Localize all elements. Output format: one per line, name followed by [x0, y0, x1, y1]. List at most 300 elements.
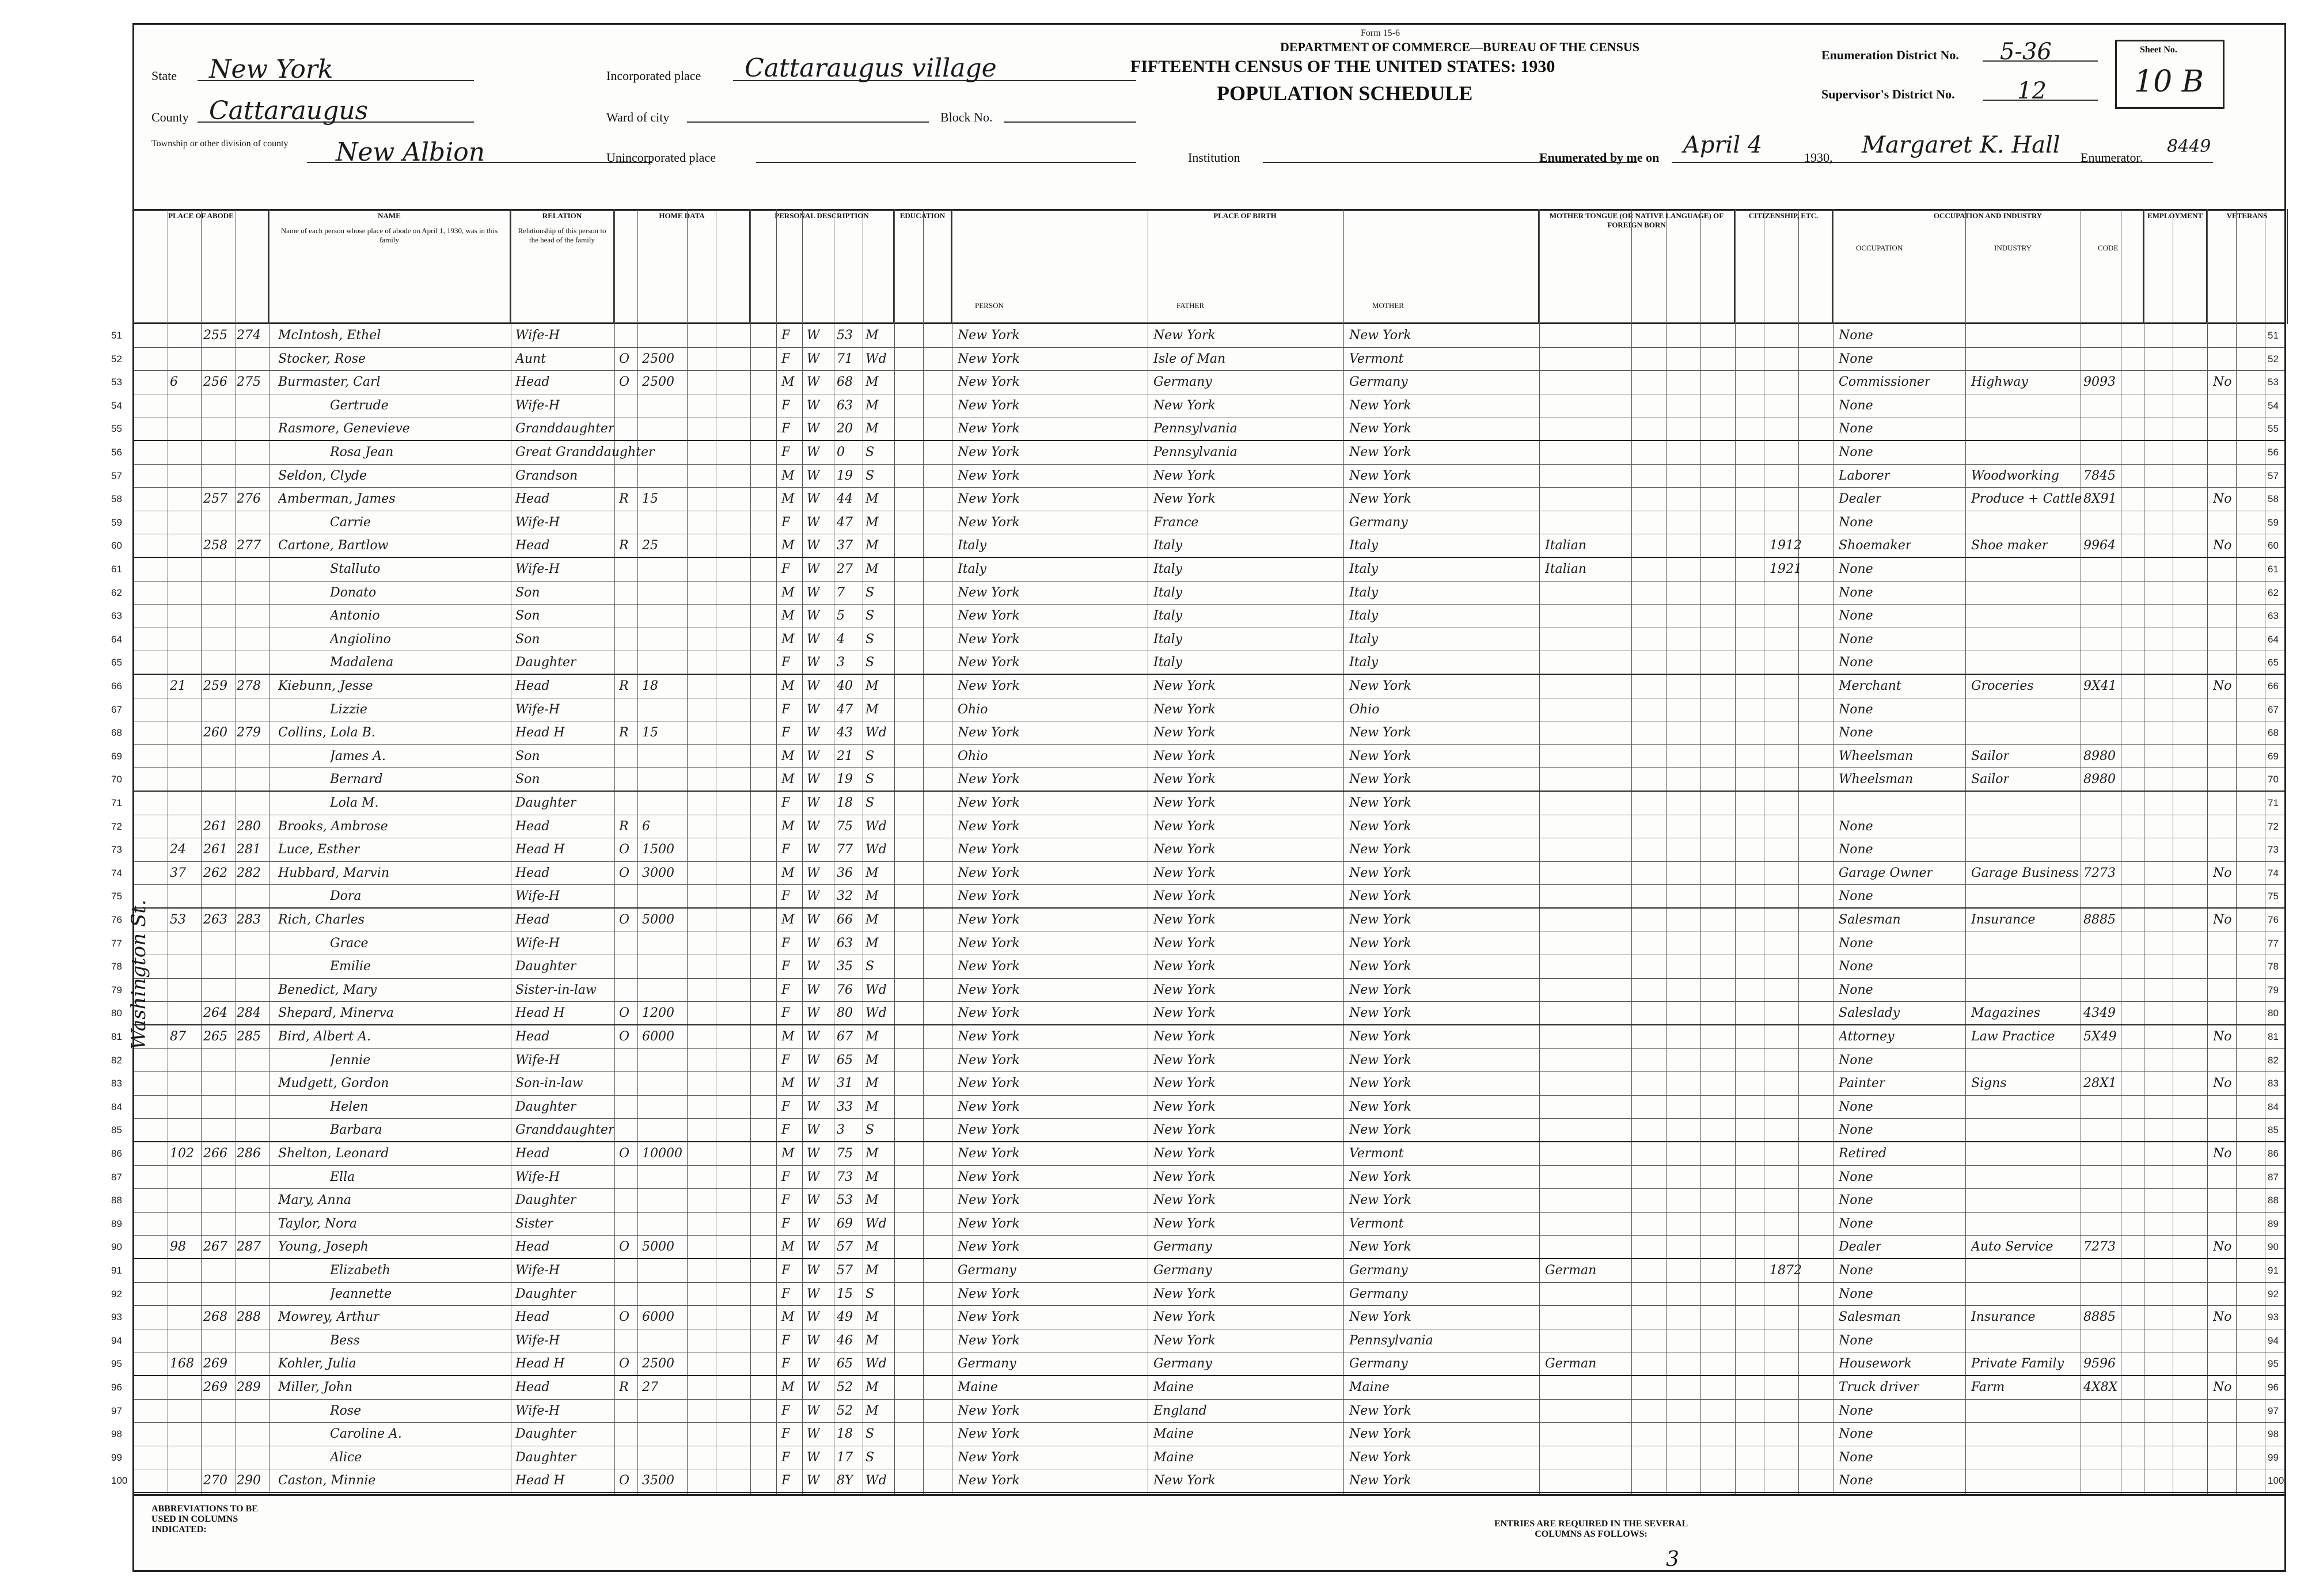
- row-name: Caroline A.: [330, 1427, 402, 1442]
- row-line-number-right: 65: [2268, 657, 2279, 668]
- row-relation: Wife-H: [515, 1263, 560, 1278]
- row-race: W: [807, 1380, 820, 1394]
- row-relation: Head: [515, 1240, 550, 1255]
- table-row: [111, 1213, 2284, 1236]
- row-age: 18: [837, 1427, 853, 1442]
- row-sex: M: [781, 819, 795, 834]
- row-race: W: [807, 913, 820, 927]
- row-relation: Wife-H: [515, 515, 560, 530]
- row-relation: Head: [515, 375, 550, 390]
- col-place-of-abode: PLACE OF ABODE: [134, 209, 269, 324]
- form-number: Form 15-6: [1361, 28, 1400, 38]
- row-sex: M: [781, 1146, 795, 1161]
- row-industry: Produce + Cattle: [1971, 492, 2082, 507]
- row-marital: M: [866, 492, 879, 507]
- row-mother-birthplace: Pennsylvania: [1349, 1333, 1433, 1348]
- row-relation: Head: [515, 679, 550, 693]
- row-birthplace: New York: [958, 1450, 1020, 1465]
- row-line-number: 63: [111, 610, 122, 622]
- row-industry: Farm: [1971, 1380, 2005, 1394]
- row-birthplace: New York: [958, 655, 1020, 670]
- table-row: [111, 1306, 2284, 1329]
- row-sex: F: [781, 702, 791, 717]
- row-relation: Wife-H: [515, 1333, 560, 1348]
- row-father-birthplace: New York: [1153, 468, 1216, 483]
- row-mother-birthplace: New York: [1349, 748, 1411, 763]
- row-age: 73: [837, 1169, 853, 1184]
- row-name: James A.: [330, 748, 386, 763]
- row-occupation: None: [1839, 632, 1873, 647]
- row-line-number-right: 94: [2268, 1335, 2279, 1346]
- row-relation: Head: [515, 538, 550, 553]
- row-home-owned: O: [619, 913, 630, 927]
- table-row: [111, 558, 2284, 582]
- row-line-number: 53: [111, 377, 122, 388]
- row-relation: Daughter: [515, 1286, 576, 1301]
- row-occupation-code: 5X49: [2083, 1029, 2117, 1044]
- row-family-number: 286: [237, 1146, 261, 1161]
- row-mother-birthplace: Germany: [1349, 1286, 1408, 1301]
- row-occupation-code: 8885: [2083, 1310, 2116, 1325]
- row-birthplace: Maine: [958, 1380, 998, 1394]
- row-relation: Granddaughter: [515, 421, 614, 436]
- row-race: W: [807, 936, 820, 951]
- row-race: W: [807, 982, 820, 997]
- row-name: Donato: [330, 585, 377, 600]
- row-dwelling-number: 259: [203, 679, 227, 693]
- row-age: 63: [837, 936, 853, 951]
- row-name: Kiebunn, Jesse: [278, 679, 373, 693]
- row-marital: Wd: [866, 1473, 887, 1488]
- row-mother-birthplace: New York: [1349, 1052, 1411, 1067]
- row-name: Madalena: [330, 655, 394, 670]
- row-father-birthplace: Italy: [1153, 562, 1183, 576]
- row-name: Burmaster, Carl: [278, 375, 381, 390]
- row-occupation: None: [1839, 515, 1873, 530]
- enumerated-label: Enumerated by me on: [1539, 150, 1660, 165]
- row-line-number: 95: [111, 1358, 122, 1370]
- row-mother-tongue: Italian: [1545, 538, 1587, 553]
- row-occupation: None: [1839, 1123, 1873, 1138]
- row-home-owned: R: [619, 538, 629, 553]
- institution-label: Institution: [1188, 150, 1240, 165]
- row-marital: M: [866, 328, 879, 343]
- row-race: W: [807, 632, 820, 647]
- row-family-number: 284: [237, 1006, 261, 1021]
- row-industry: Sailor: [1971, 748, 2010, 763]
- table-row: [111, 768, 2284, 792]
- row-name: Mowrey, Arthur: [278, 1310, 379, 1325]
- row-home-value: 3000: [642, 865, 674, 880]
- row-name: Helen: [330, 1099, 369, 1114]
- row-mother-birthplace: New York: [1349, 959, 1411, 974]
- row-line-number: 69: [111, 750, 122, 762]
- row-dwelling-number: 258: [203, 538, 227, 553]
- row-race: W: [807, 398, 820, 413]
- table-row: [111, 1049, 2284, 1073]
- row-marital: S: [866, 1123, 875, 1138]
- row-age: 27: [837, 562, 853, 576]
- row-mother-tongue: German: [1545, 1356, 1597, 1371]
- row-line-number: 70: [111, 774, 122, 785]
- row-mother-birthplace: New York: [1349, 1427, 1411, 1442]
- row-veteran: No: [2213, 375, 2232, 390]
- row-line-number-right: 62: [2268, 587, 2279, 598]
- row-mother-birthplace: New York: [1349, 1473, 1411, 1488]
- census-title: FIFTEENTH CENSUS OF THE UNITED STATES: 1930: [1130, 57, 1555, 76]
- row-name: Amberman, James: [278, 492, 396, 507]
- row-birthplace: New York: [958, 1123, 1020, 1138]
- row-line-number-right: 88: [2268, 1195, 2279, 1206]
- row-marital: S: [866, 655, 875, 670]
- col-name: NAME Name of each person whose place of abode on April 1, 1930, was in this family: [269, 209, 511, 324]
- row-line-number-right: 92: [2268, 1288, 2279, 1299]
- row-name: Carrie: [330, 515, 371, 530]
- row-line-number-right: 93: [2268, 1312, 2279, 1323]
- table-row: [111, 1400, 2284, 1423]
- row-father-birthplace: New York: [1153, 913, 1216, 927]
- row-race: W: [807, 1240, 820, 1255]
- row-home-owned: O: [619, 1006, 630, 1021]
- state-value: New York: [209, 55, 333, 84]
- table-row: [111, 721, 2284, 745]
- row-relation: Wife-H: [515, 936, 560, 951]
- row-home-value: 2500: [642, 1356, 674, 1371]
- col-mother-tongue: MOTHER TONGUE (OR NATIVE LANGUAGE) OF FOREIGN BORN: [1539, 209, 1735, 324]
- row-age: 47: [837, 515, 853, 530]
- row-sex: F: [781, 1169, 791, 1184]
- row-line-number: 75: [111, 891, 122, 902]
- row-birthplace: New York: [958, 913, 1020, 927]
- row-dwelling-number: 267: [203, 1240, 227, 1255]
- row-line-number: 62: [111, 587, 122, 598]
- row-birthplace: New York: [958, 468, 1020, 483]
- row-age: 21: [837, 748, 853, 763]
- row-sex: F: [781, 959, 791, 974]
- row-sex: F: [781, 1193, 791, 1208]
- row-home-owned: R: [619, 1380, 629, 1394]
- row-line-number-right: 63: [2268, 610, 2279, 622]
- row-relation: Son: [515, 748, 540, 763]
- table-row: [111, 979, 2284, 1002]
- row-name: Alice: [330, 1450, 362, 1465]
- row-line-number-right: 51: [2268, 330, 2279, 341]
- row-sex: F: [781, 1123, 791, 1138]
- row-birthplace: New York: [958, 1193, 1020, 1208]
- department-line: DEPARTMENT OF COMMERCE—BUREAU OF THE CENSUS: [1280, 40, 1640, 54]
- row-line-number: 67: [111, 704, 122, 715]
- row-sex: M: [781, 865, 795, 880]
- row-name: Kohler, Julia: [278, 1356, 356, 1371]
- row-race: W: [807, 725, 820, 740]
- row-occupation: None: [1839, 702, 1873, 717]
- row-race: W: [807, 819, 820, 834]
- row-line-number-right: 67: [2268, 704, 2279, 715]
- row-birthplace: New York: [958, 398, 1020, 413]
- row-age: 0: [837, 445, 845, 459]
- row-age: 40: [837, 679, 853, 693]
- table-row: [111, 628, 2284, 652]
- row-occupation-code: 28X1: [2083, 1076, 2117, 1091]
- row-age: 19: [837, 772, 853, 787]
- row-name: Rasmore, Genevieve: [278, 421, 410, 436]
- row-family-number: 278: [237, 679, 261, 693]
- row-veteran: No: [2213, 1076, 2232, 1091]
- row-sex: F: [781, 936, 791, 951]
- row-relation: Head: [515, 1380, 550, 1394]
- row-name: Bess: [330, 1333, 360, 1348]
- row-sex: F: [781, 1427, 791, 1442]
- row-industry: Shoe maker: [1971, 538, 2048, 553]
- row-family-number: 289: [237, 1380, 261, 1394]
- row-birthplace: New York: [958, 1286, 1020, 1301]
- row-race: W: [807, 492, 820, 507]
- row-age: 18: [837, 796, 853, 810]
- row-line-number-right: 61: [2268, 564, 2279, 575]
- row-name: McIntosh, Ethel: [278, 328, 381, 343]
- row-line-number-right: 80: [2268, 1008, 2279, 1019]
- table-row: [111, 488, 2284, 511]
- row-home-value: 6000: [642, 1310, 674, 1325]
- row-relation: Head: [515, 1310, 550, 1325]
- row-name: Bird, Albert A.: [278, 1029, 371, 1044]
- row-family-number: 279: [237, 725, 261, 740]
- row-occupation-code: 7845: [2083, 468, 2116, 483]
- abbrev-title: ABBREVIATIONS TO BE USED IN COLUMNS INDICATED:: [151, 1504, 258, 1534]
- row-marital: M: [866, 1333, 879, 1348]
- sheet-label: Sheet No.: [2140, 45, 2177, 55]
- row-home-owned: R: [619, 492, 629, 507]
- row-mother-birthplace: New York: [1349, 889, 1411, 904]
- row-birthplace: New York: [958, 609, 1020, 624]
- row-occupation-code: 9X41: [2083, 679, 2117, 693]
- row-industry: Garage Business: [1971, 865, 2079, 880]
- row-birthplace: New York: [958, 421, 1020, 436]
- row-father-birthplace: New York: [1153, 492, 1216, 507]
- row-relation: Son: [515, 632, 540, 647]
- row-marital: M: [866, 1263, 879, 1278]
- row-race: W: [807, 1427, 820, 1442]
- row-birthplace: Italy: [958, 562, 987, 576]
- row-father-birthplace: New York: [1153, 796, 1216, 810]
- row-relation: Head H: [515, 1006, 565, 1021]
- row-line-number-right: 81: [2268, 1031, 2279, 1042]
- row-visit-number: 24: [170, 842, 186, 857]
- row-line-number: 77: [111, 937, 122, 949]
- row-race: W: [807, 1403, 820, 1418]
- row-father-birthplace: France: [1153, 515, 1199, 530]
- row-age: 52: [837, 1380, 853, 1394]
- block-label: Block No.: [940, 110, 993, 124]
- row-age: 63: [837, 398, 853, 413]
- row-father-birthplace: Italy: [1153, 585, 1183, 600]
- row-line-number-right: 79: [2268, 984, 2279, 995]
- row-line-number: 57: [111, 470, 122, 481]
- table-row: [111, 1329, 2284, 1353]
- row-age: 43: [837, 725, 853, 740]
- table-row: [111, 1142, 2284, 1166]
- row-occupation: None: [1839, 1193, 1873, 1208]
- row-father-birthplace: Pennsylvania: [1153, 421, 1237, 436]
- row-race: W: [807, 328, 820, 343]
- col-place-of-birth: PLACE OF BIRTH PERSON FATHER MOTHER: [952, 209, 1539, 324]
- row-marital: S: [866, 1286, 875, 1301]
- row-dwelling-number: 268: [203, 1310, 227, 1325]
- row-home-owned: R: [619, 679, 629, 693]
- county-label: County: [151, 110, 189, 124]
- row-home-owned: O: [619, 375, 630, 390]
- row-father-birthplace: New York: [1153, 1310, 1216, 1325]
- table-row: [111, 1236, 2284, 1259]
- row-race: W: [807, 585, 820, 600]
- table-row: [111, 932, 2284, 956]
- row-name: Benedict, Mary: [278, 982, 377, 997]
- row-occupation: None: [1839, 1216, 1873, 1231]
- row-mother-birthplace: New York: [1349, 1310, 1411, 1325]
- row-dwelling-number: 261: [203, 819, 227, 834]
- row-sex: F: [781, 1450, 791, 1465]
- row-industry: Auto Service: [1971, 1240, 2053, 1255]
- row-relation: Head H: [515, 1473, 565, 1488]
- table-row: [111, 465, 2284, 488]
- row-age: 57: [837, 1263, 853, 1278]
- row-marital: M: [866, 1146, 879, 1161]
- row-sex: F: [781, 1333, 791, 1348]
- row-age: 57: [837, 1240, 853, 1255]
- row-race: W: [807, 515, 820, 530]
- row-mother-birthplace: Germany: [1349, 1263, 1408, 1278]
- row-line-number: 86: [111, 1148, 122, 1159]
- row-dwelling-number: 265: [203, 1029, 227, 1044]
- row-home-value: 27: [642, 1380, 658, 1394]
- row-home-value: 6: [642, 819, 650, 834]
- table-row: [111, 1166, 2284, 1190]
- row-sex: F: [781, 796, 791, 810]
- row-line-number-right: 66: [2268, 681, 2279, 691]
- row-age: 3: [837, 655, 845, 670]
- supervisor-label: Supervisor's District No.: [1821, 87, 1955, 101]
- row-mother-birthplace: New York: [1349, 936, 1411, 951]
- row-father-birthplace: New York: [1153, 1123, 1216, 1138]
- row-sex: F: [781, 1356, 791, 1371]
- row-name: Stocker, Rose: [278, 351, 366, 366]
- row-occupation: Dealer: [1839, 492, 1882, 507]
- row-family-number: 274: [237, 328, 261, 343]
- row-father-birthplace: New York: [1153, 1006, 1216, 1021]
- row-father-birthplace: England: [1153, 1403, 1207, 1418]
- sheet-value: 10 B: [2134, 64, 2204, 99]
- row-marital: S: [866, 1427, 875, 1442]
- row-name: Dora: [330, 889, 362, 904]
- row-father-birthplace: New York: [1153, 1193, 1216, 1208]
- row-race: W: [807, 421, 820, 436]
- row-mother-birthplace: New York: [1349, 982, 1411, 997]
- row-sex: F: [781, 1216, 791, 1231]
- row-sex: F: [781, 421, 791, 436]
- table-row: [111, 511, 2284, 535]
- row-occupation: None: [1839, 609, 1873, 624]
- row-race: W: [807, 702, 820, 717]
- row-marital: M: [866, 1169, 879, 1184]
- row-marital: Wd: [866, 842, 887, 857]
- row-age: 35: [837, 959, 853, 974]
- row-line-number: 51: [111, 330, 122, 341]
- row-line-number: 94: [111, 1335, 122, 1346]
- row-mother-birthplace: New York: [1349, 819, 1411, 834]
- table-row: [111, 1189, 2284, 1213]
- row-line-number-right: 78: [2268, 961, 2279, 972]
- table-row: [111, 955, 2284, 979]
- footer: [134, 1494, 2284, 1575]
- table-row: [111, 1002, 2284, 1025]
- row-father-birthplace: New York: [1153, 1052, 1216, 1067]
- row-line-number-right: 55: [2268, 423, 2279, 435]
- row-line-number: 60: [111, 540, 122, 552]
- row-line-number-right: 98: [2268, 1428, 2279, 1440]
- row-home-value: 6000: [642, 1029, 674, 1044]
- row-race: W: [807, 562, 820, 576]
- row-occupation: None: [1839, 819, 1873, 834]
- row-race: W: [807, 679, 820, 693]
- enumerator-label: Enumerator.: [2081, 150, 2143, 165]
- row-relation: Head H: [515, 1356, 565, 1371]
- row-race: W: [807, 351, 820, 366]
- row-occupation: None: [1839, 725, 1873, 740]
- row-line-number-right: 76: [2268, 914, 2279, 925]
- row-mother-birthplace: Vermont: [1349, 1146, 1404, 1161]
- row-line-number-right: 99: [2268, 1451, 2279, 1463]
- table-row: [111, 348, 2284, 371]
- table-row: [111, 1352, 2284, 1376]
- row-age: 47: [837, 702, 853, 717]
- row-marital: M: [866, 562, 879, 576]
- row-race: W: [807, 538, 820, 553]
- row-race: W: [807, 748, 820, 763]
- row-relation: Son-in-law: [515, 1076, 583, 1091]
- row-line-number: 59: [111, 516, 122, 528]
- row-birthplace: New York: [958, 1333, 1020, 1348]
- row-sex: M: [781, 1076, 795, 1091]
- row-birthplace: New York: [958, 842, 1020, 857]
- row-father-birthplace: Pennsylvania: [1153, 445, 1237, 459]
- row-sex: M: [781, 609, 795, 624]
- row-birthplace: New York: [958, 632, 1020, 647]
- row-sex: M: [781, 632, 795, 647]
- row-line-number-right: 70: [2268, 774, 2279, 785]
- row-line-number: 98: [111, 1428, 122, 1440]
- table-row: [111, 534, 2284, 558]
- row-line-number-right: 84: [2268, 1101, 2279, 1112]
- row-race: W: [807, 1333, 820, 1348]
- row-mother-birthplace: New York: [1349, 468, 1411, 483]
- row-name: Gertrude: [330, 398, 389, 413]
- row-birthplace: New York: [958, 796, 1020, 810]
- row-relation: Wife-H: [515, 1403, 560, 1418]
- incorporated-value: Cattaraugus village: [745, 54, 997, 83]
- row-mother-birthplace: New York: [1349, 1450, 1411, 1465]
- census-grid: [111, 324, 2284, 1494]
- row-occupation-code: 9964: [2083, 538, 2116, 553]
- row-line-number-right: 100: [2268, 1475, 2284, 1487]
- row-veteran: No: [2213, 492, 2232, 507]
- row-industry: Insurance: [1971, 913, 2036, 927]
- row-industry: Highway: [1971, 375, 2028, 390]
- row-line-number-right: 75: [2268, 891, 2279, 902]
- row-line-number: 55: [111, 423, 122, 435]
- row-marital: M: [866, 1193, 879, 1208]
- row-sex: F: [781, 445, 791, 459]
- row-sex: F: [781, 655, 791, 670]
